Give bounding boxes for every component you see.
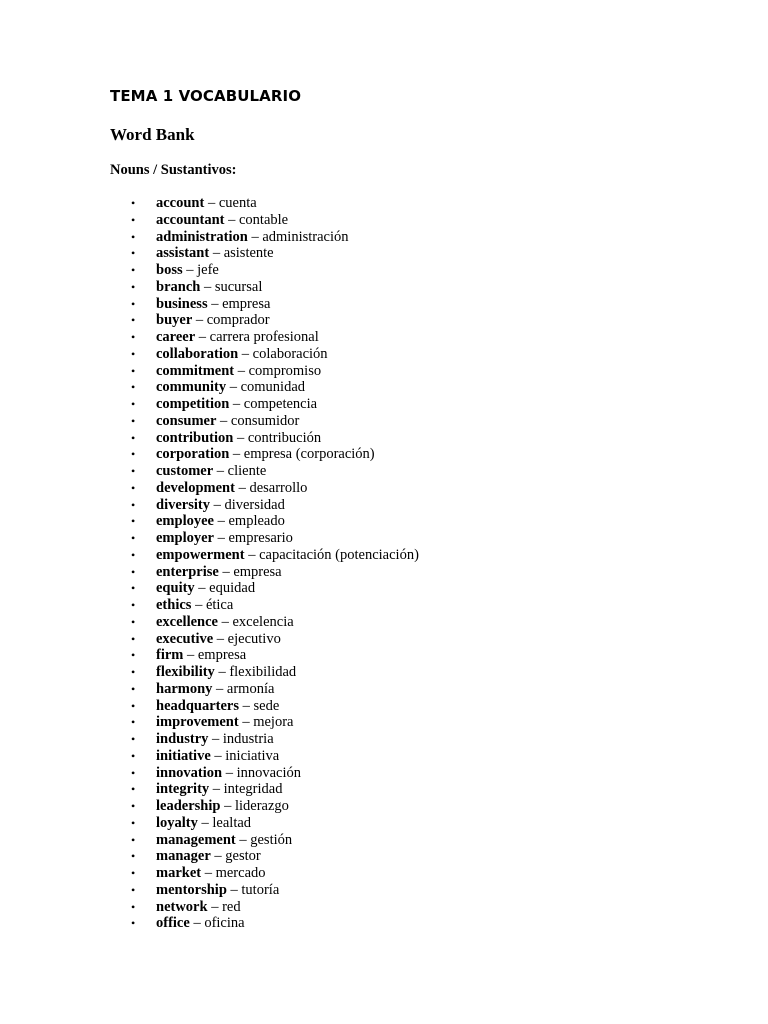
english-term: assistant: [156, 245, 210, 262]
english-term: headquarters: [156, 697, 239, 714]
vocabulary-entry: [156, 379, 305, 396]
english-term: contribution: [156, 429, 234, 446]
vocabulary-entry: [156, 647, 246, 664]
vocabulary-item: [0, 899, 768, 916]
vocabulary-item: [0, 396, 768, 413]
english-term: harmony: [156, 680, 213, 697]
vocabulary-item: [0, 379, 768, 396]
vocabulary-item: [0, 513, 768, 530]
vocabulary-entry: [156, 446, 375, 463]
english-term: firm: [156, 647, 184, 664]
dash-separator: –: [195, 329, 210, 345]
vocabulary-item: [0, 731, 768, 748]
dash-separator: –: [182, 262, 198, 278]
vocabulary-item: [0, 430, 768, 447]
vocabulary-item: [0, 530, 768, 547]
english-term: industry: [156, 731, 209, 747]
spanish-translation: cliente: [227, 463, 267, 479]
spanish-translation: comunidad: [240, 379, 306, 396]
vocabulary-item: [0, 279, 768, 296]
dash-separator: –: [222, 764, 237, 781]
dash-separator: –: [229, 396, 244, 412]
spanish-translation: sucursal: [214, 278, 263, 295]
vocabulary-item: [0, 664, 768, 681]
english-term: employer: [156, 530, 214, 546]
spanish-translation: asistente: [223, 245, 274, 262]
spanish-translation: equidad: [209, 580, 256, 597]
bullet-icon: •: [131, 196, 136, 210]
vocabulary-item: [0, 597, 768, 614]
dash-separator: –: [204, 195, 219, 211]
dash-separator: –: [192, 312, 207, 329]
spanish-translation: iniciativa: [225, 747, 280, 764]
dash-separator: –: [224, 211, 239, 228]
english-term: branch: [156, 278, 201, 295]
spanish-translation: empresario: [228, 530, 293, 546]
spanish-translation: lealtad: [212, 814, 252, 831]
vocabulary-entry: [156, 430, 321, 447]
vocabulary-entry: [156, 748, 279, 765]
vocabulary-item: [0, 631, 768, 648]
dash-separator: –: [234, 362, 249, 379]
vocabulary-entry: [156, 714, 293, 731]
vocabulary-item: [0, 497, 768, 514]
bullet-icon: •: [131, 799, 136, 813]
vocabulary-item: [0, 614, 768, 631]
spanish-translation: red: [222, 898, 241, 915]
english-term: career: [156, 329, 196, 345]
vocabulary-entry: [156, 312, 270, 329]
vocabulary-entry: [156, 698, 279, 715]
nouns-subheading: Nouns / Sustantivos:: [110, 162, 237, 178]
spanish-translation: mercado: [215, 865, 266, 881]
bullet-icon: •: [131, 598, 136, 612]
bullet-icon: •: [131, 397, 136, 411]
vocabulary-entry: [156, 664, 296, 681]
vocabulary-entry: [156, 413, 299, 430]
vocabulary-entry: [156, 513, 285, 530]
vocabulary-entry: [156, 212, 288, 229]
spanish-translation: cuenta: [218, 195, 257, 211]
bullet-icon: •: [131, 648, 136, 663]
bullet-icon: •: [131, 480, 136, 495]
english-term: community: [156, 379, 227, 396]
bullet-icon: •: [131, 263, 136, 277]
bullet-icon: •: [131, 547, 136, 562]
bullet-icon: •: [131, 614, 136, 629]
vocabulary-item: [0, 580, 768, 597]
vocabulary-item: [0, 748, 768, 765]
vocabulary-item: [0, 212, 768, 229]
vocabulary-item: [0, 832, 768, 849]
bullet-icon: •: [131, 246, 136, 261]
vocabulary-item: [0, 363, 768, 380]
document-title: TEMA 1 VOCABULARIO: [110, 87, 302, 105]
vocabulary-entry: [156, 245, 274, 262]
english-term: accountant: [156, 211, 225, 228]
english-term: management: [156, 831, 236, 848]
vocabulary-entry: [156, 564, 282, 581]
spanish-translation: carrera profesional: [209, 329, 319, 345]
spanish-translation: mejora: [253, 714, 294, 731]
spanish-translation: empleado: [228, 513, 285, 530]
vocabulary-entry: [156, 915, 245, 932]
english-term: mentorship: [156, 881, 227, 898]
bullet-icon: •: [131, 631, 136, 646]
dash-separator: –: [213, 530, 229, 546]
bullet-icon: •: [131, 313, 136, 328]
vocabulary-list: [0, 195, 768, 932]
english-term: initiative: [156, 747, 211, 764]
spanish-translation: colaboración: [252, 345, 328, 362]
english-term: loyalty: [156, 814, 198, 831]
dash-separator: –: [238, 714, 254, 731]
english-term: consumer: [156, 412, 217, 429]
dash-separator: –: [244, 546, 260, 563]
bullet-icon: •: [131, 413, 136, 428]
english-term: leadership: [156, 798, 221, 814]
bullet-icon: •: [131, 849, 136, 864]
spanish-translation: integridad: [223, 781, 283, 798]
dash-separator: –: [210, 747, 226, 764]
vocabulary-entry: [156, 614, 294, 631]
dash-separator: –: [200, 278, 215, 295]
vocabulary-entry: [156, 781, 282, 798]
english-term: office: [156, 915, 190, 932]
dash-separator: –: [214, 664, 230, 680]
vocabulary-entry: [156, 480, 307, 497]
english-term: employee: [156, 513, 214, 530]
vocabulary-item: [0, 346, 768, 363]
dash-separator: –: [212, 680, 227, 697]
bullet-icon: •: [131, 464, 136, 478]
dash-separator: –: [209, 496, 225, 513]
bullet-icon: •: [131, 832, 136, 847]
vocabulary-entry: [156, 497, 285, 514]
spanish-translation: tutoría: [241, 881, 280, 898]
bullet-icon: •: [131, 380, 136, 395]
vocabulary-item: [0, 882, 768, 899]
vocabulary-item: [0, 480, 768, 497]
bullet-icon: •: [131, 229, 136, 244]
spanish-translation: gestión: [250, 831, 293, 848]
dash-separator: –: [210, 848, 226, 865]
spanish-translation: innovación: [236, 764, 302, 781]
dash-separator: –: [191, 597, 206, 613]
vocabulary-entry: [156, 815, 251, 832]
bullet-icon: •: [131, 564, 136, 579]
bullet-icon: •: [131, 212, 136, 227]
spanish-translation: contable: [238, 211, 289, 228]
spanish-translation: flexibilidad: [229, 664, 297, 680]
dash-separator: –: [213, 630, 228, 647]
english-term: collaboration: [156, 345, 239, 362]
english-term: market: [156, 865, 202, 881]
spanish-translation: capacitación (potenciación): [259, 546, 419, 563]
english-term: competition: [156, 396, 230, 412]
dash-separator: –: [207, 295, 223, 312]
english-term: flexibility: [156, 664, 215, 680]
english-term: customer: [156, 463, 214, 479]
english-term: integrity: [156, 781, 210, 798]
bullet-icon: •: [131, 665, 136, 679]
bullet-icon: •: [131, 765, 136, 780]
vocabulary-entry: [156, 229, 349, 246]
bullet-icon: •: [131, 447, 136, 462]
bullet-icon: •: [131, 330, 136, 344]
bullet-icon: •: [131, 866, 136, 880]
vocabulary-item: [0, 296, 768, 313]
spanish-translation: oficina: [204, 915, 245, 932]
vocabulary-entry: [156, 329, 319, 346]
english-term: excellence: [156, 613, 218, 630]
dash-separator: –: [183, 647, 198, 664]
bullet-icon: •: [131, 698, 136, 713]
bullet-icon: •: [131, 782, 136, 797]
dash-separator: –: [234, 479, 250, 496]
english-term: enterprise: [156, 563, 219, 580]
vocabulary-item: [0, 915, 768, 932]
spanish-translation: competencia: [243, 396, 318, 412]
dash-separator: –: [226, 379, 241, 396]
dash-separator: –: [226, 881, 242, 898]
vocabulary-item: [0, 547, 768, 564]
spanish-translation: ejecutivo: [227, 630, 281, 647]
vocabulary-entry: [156, 580, 255, 597]
english-term: ethics: [156, 597, 192, 613]
bullet-icon: •: [131, 430, 136, 445]
spanish-translation: ética: [205, 597, 234, 613]
english-term: boss: [156, 262, 183, 278]
english-term: diversity: [156, 496, 210, 513]
bullet-icon: •: [131, 748, 136, 763]
vocabulary-item: [0, 413, 768, 430]
english-term: administration: [156, 228, 248, 245]
vocabulary-item: [0, 329, 768, 346]
vocabulary-item: [0, 229, 768, 246]
english-term: buyer: [156, 312, 193, 329]
spanish-translation: compromiso: [248, 362, 322, 379]
vocabulary-entry: [156, 597, 233, 614]
spanish-translation: industria: [222, 731, 274, 747]
english-term: network: [156, 898, 208, 915]
spanish-translation: liderazgo: [234, 798, 289, 814]
vocabulary-entry: [156, 899, 241, 916]
vocabulary-entry: [156, 396, 317, 413]
bullet-icon: •: [131, 581, 136, 596]
english-term: account: [156, 195, 205, 211]
spanish-translation: empresa (corporación): [243, 446, 375, 463]
dash-separator: –: [194, 580, 210, 597]
dash-separator: –: [238, 697, 254, 714]
dash-separator: –: [216, 412, 231, 429]
spanish-translation: comprador: [206, 312, 270, 329]
vocabulary-entry: [156, 765, 301, 782]
vocabulary-item: [0, 312, 768, 329]
vocabulary-entry: [156, 296, 270, 313]
bullet-icon: •: [131, 715, 136, 730]
vocabulary-entry: [156, 848, 261, 865]
bullet-icon: •: [131, 899, 136, 914]
dash-separator: –: [247, 228, 263, 245]
bullet-icon: •: [131, 531, 136, 545]
vocabulary-item: [0, 647, 768, 664]
dash-separator: –: [208, 731, 223, 747]
spanish-translation: armonía: [226, 680, 275, 697]
dash-separator: –: [218, 563, 234, 580]
vocabulary-item: [0, 714, 768, 731]
spanish-translation: empresa: [197, 647, 247, 664]
dash-separator: –: [209, 245, 224, 262]
vocabulary-entry: [156, 346, 328, 363]
spanish-translation: sede: [253, 697, 280, 714]
bullet-icon: •: [131, 296, 136, 311]
dash-separator: –: [207, 898, 223, 915]
vocabulary-entry: [156, 832, 292, 849]
vocabulary-item: [0, 865, 768, 882]
english-term: innovation: [156, 764, 223, 781]
spanish-translation: administración: [262, 228, 349, 245]
english-term: development: [156, 479, 235, 496]
bullet-icon: •: [131, 346, 136, 361]
vocabulary-item: [0, 245, 768, 262]
vocabulary-entry: [156, 731, 274, 748]
vocabulary-entry: [156, 262, 219, 279]
dash-separator: –: [201, 865, 216, 881]
dash-separator: –: [213, 513, 229, 530]
dash-separator: –: [235, 831, 251, 848]
bullet-icon: •: [131, 279, 136, 294]
english-term: empowerment: [156, 546, 245, 563]
vocabulary-item: [0, 815, 768, 832]
dash-separator: –: [218, 613, 233, 630]
bullet-icon: •: [131, 732, 136, 746]
english-term: executive: [156, 630, 214, 647]
bullet-icon: •: [131, 882, 136, 897]
bullet-icon: •: [131, 514, 136, 529]
bullet-icon: •: [131, 363, 136, 378]
english-term: equity: [156, 580, 195, 597]
english-term: commitment: [156, 362, 235, 379]
spanish-translation: gestor: [225, 848, 261, 865]
vocabulary-item: [0, 698, 768, 715]
english-term: manager: [156, 848, 211, 865]
vocabulary-entry: [156, 865, 266, 882]
vocabulary-entry: [156, 279, 262, 296]
bullet-icon: •: [131, 815, 136, 830]
dash-separator: –: [238, 345, 253, 362]
spanish-translation: jefe: [197, 262, 219, 278]
vocabulary-entry: [156, 463, 266, 480]
vocabulary-entry: [156, 363, 321, 380]
english-term: business: [156, 295, 208, 312]
vocabulary-entry: [156, 882, 279, 899]
dash-separator: –: [189, 915, 205, 932]
vocabulary-entry: [156, 631, 281, 648]
vocabulary-item: [0, 446, 768, 463]
spanish-translation: consumidor: [230, 412, 300, 429]
vocabulary-entry: [156, 530, 293, 547]
vocabulary-item: [0, 781, 768, 798]
spanish-translation: desarrollo: [249, 479, 308, 496]
vocabulary-entry: [156, 798, 289, 815]
section-heading: Word Bank: [110, 125, 195, 144]
bullet-icon: •: [131, 681, 136, 696]
bullet-icon: •: [131, 497, 136, 512]
spanish-translation: excelencia: [232, 613, 294, 630]
vocabulary-item: [0, 195, 768, 212]
vocabulary-item: [0, 765, 768, 782]
dash-separator: –: [213, 463, 228, 479]
vocabulary-entry: [156, 681, 274, 698]
vocabulary-item: [0, 262, 768, 279]
vocabulary-entry: [156, 195, 257, 212]
dash-separator: –: [209, 781, 224, 798]
spanish-translation: contribución: [247, 429, 322, 446]
vocabulary-item: [0, 798, 768, 815]
spanish-translation: diversidad: [224, 496, 285, 513]
english-term: improvement: [156, 714, 239, 731]
vocabulary-entry: [156, 547, 419, 564]
english-term: corporation: [156, 446, 230, 463]
vocabulary-item: [0, 564, 768, 581]
vocabulary-item: [0, 463, 768, 480]
dash-separator: –: [229, 446, 244, 463]
vocabulary-item: [0, 848, 768, 865]
spanish-translation: empresa: [222, 295, 271, 312]
bullet-icon: •: [131, 916, 136, 931]
dash-separator: –: [197, 814, 213, 831]
dash-separator: –: [220, 798, 235, 814]
spanish-translation: empresa: [233, 563, 282, 580]
dash-separator: –: [233, 429, 248, 446]
vocabulary-item: [0, 681, 768, 698]
